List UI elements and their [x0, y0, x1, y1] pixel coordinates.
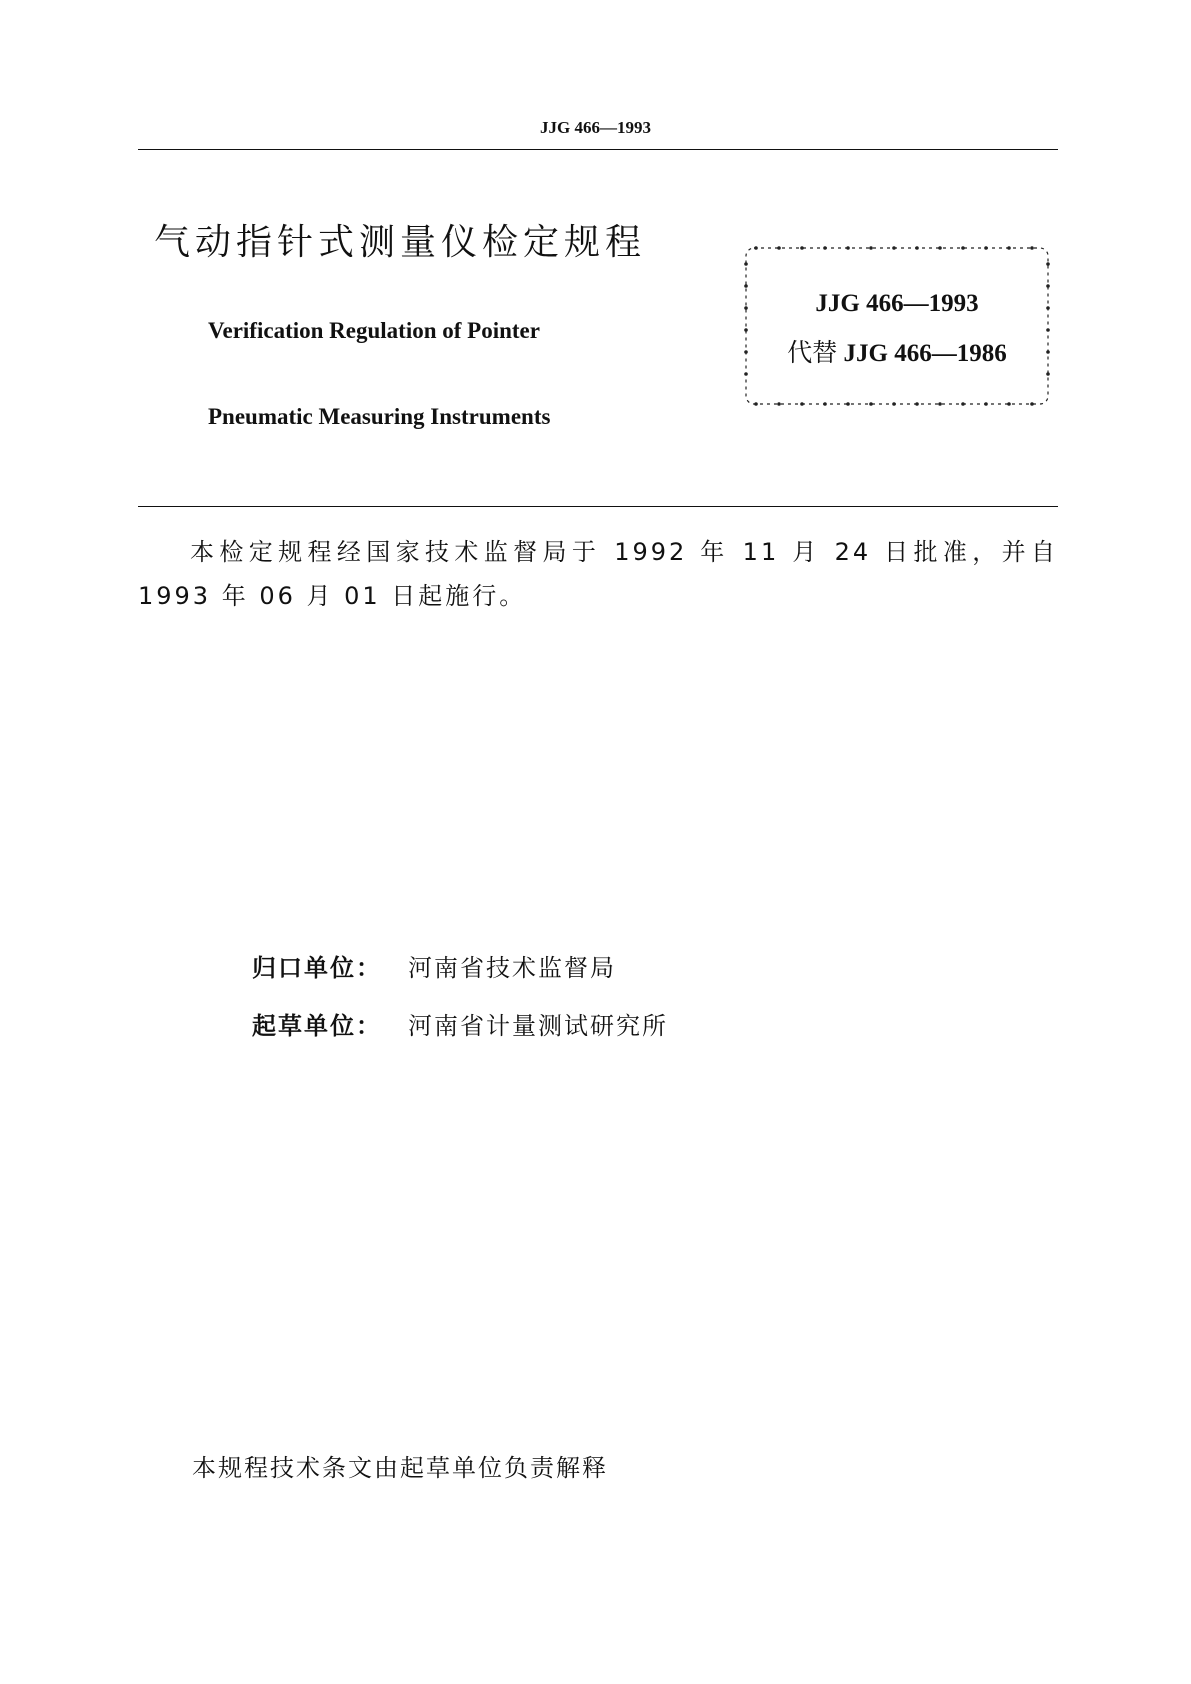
title-divider — [138, 506, 1058, 507]
border-ornament-dot — [846, 246, 850, 250]
border-ornament-dot — [1046, 328, 1050, 332]
border-ornament-dot — [754, 246, 758, 250]
border-ornament-dot — [938, 246, 942, 250]
border-ornament-dot — [984, 246, 988, 250]
border-ornament-dot — [984, 402, 988, 406]
unit-row-drafting — [252, 1006, 668, 1041]
approval-statement: 本检定规程经国家技术监督局于 1992 年 11 月 24 日批准，并自 1993 年 06 月 01 日起施行。 — [138, 538, 1058, 610]
interpretation-note: 本规程技术条文由起草单位负责解释 — [192, 1454, 608, 1482]
border-ornament-dot — [800, 246, 804, 250]
border-ornament-dot — [892, 246, 896, 250]
code-box-replaces-prefix: 代替 — [787, 338, 838, 367]
border-ornament-dot — [961, 246, 965, 250]
border-ornament-dot — [1046, 372, 1050, 376]
border-ornament-dot — [938, 402, 942, 406]
code-box-replaces — [742, 333, 1052, 369]
border-ornament-dot — [892, 402, 896, 406]
header-standard-code: JJG 466—1993 — [540, 118, 651, 137]
border-ornament-dot — [744, 262, 748, 266]
page-title-chinese: 气动指针式测量仪检定规程 — [154, 222, 647, 263]
border-ornament-dot — [777, 402, 781, 406]
page-title-english-line-1: Verification Regulation of Pointer — [208, 318, 540, 343]
border-ornament-dot — [915, 402, 919, 406]
header-divider — [138, 149, 1058, 150]
border-ornament-dot — [869, 246, 873, 250]
border-ornament-dot — [744, 284, 748, 288]
border-ornament-dot — [961, 402, 965, 406]
border-ornament-dot — [1046, 284, 1050, 288]
border-ornament-dot — [1030, 402, 1034, 406]
border-ornament-dot — [869, 402, 873, 406]
unit-label: 归口单位： — [252, 954, 382, 982]
border-ornament-dot — [823, 402, 827, 406]
border-ornament-dot — [800, 402, 804, 406]
code-box-replaced-code: JJG 466—1986 — [843, 340, 1007, 367]
border-ornament-dot — [1007, 246, 1011, 250]
unit-value: 河南省技术监督局 — [408, 954, 616, 982]
border-ornament-dot — [823, 246, 827, 250]
unit-value: 河南省计量测试研究所 — [408, 1012, 668, 1040]
border-ornament-dot — [1007, 402, 1011, 406]
border-ornament-dot — [777, 246, 781, 250]
border-ornament-dot — [915, 246, 919, 250]
border-ornament-dot — [1030, 246, 1034, 250]
code-box-current: JJG 466—1993 — [815, 290, 979, 317]
border-ornament-dot — [754, 402, 758, 406]
unit-label: 起草单位： — [252, 1012, 382, 1040]
code-box-border — [742, 244, 1052, 408]
page-title-english-line-2: Pneumatic Measuring Instruments — [208, 404, 551, 429]
unit-row-responsible — [252, 948, 616, 983]
border-ornament-dot — [744, 372, 748, 376]
border-ornament-dot — [744, 328, 748, 332]
border-ornament-dot — [1046, 262, 1050, 266]
border-ornament-dot — [846, 402, 850, 406]
